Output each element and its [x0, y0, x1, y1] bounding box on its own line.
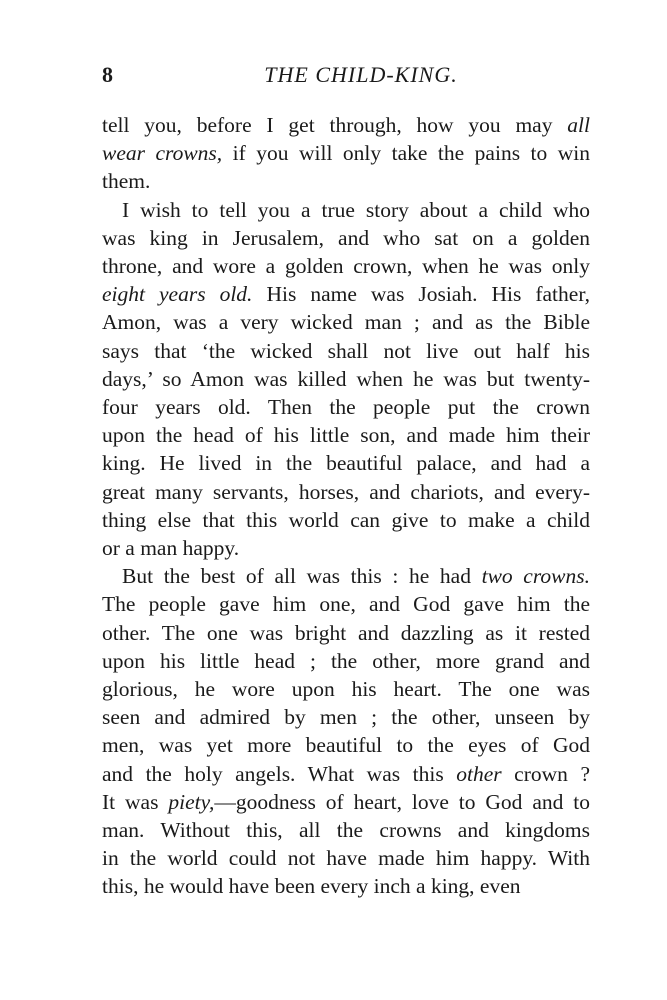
text-line — [102, 562, 590, 590]
text-line — [102, 421, 590, 449]
text-line — [102, 252, 590, 280]
italic-text: wear crowns, — [102, 141, 223, 166]
text-line — [102, 308, 590, 336]
text-run: four years old. Then the people put the crown — [102, 395, 590, 420]
text-run: if you will only take the pains to win — [222, 141, 590, 166]
text-line — [102, 449, 590, 477]
paragraph — [102, 196, 590, 563]
text-run: king. He lived in the beautiful palace, and had a — [102, 451, 590, 476]
text-line — [102, 872, 590, 900]
text-run: or a man happy. — [102, 536, 240, 561]
text-run: seen and admired by men ; the other, unseen by — [102, 705, 590, 730]
page-number: 8 — [102, 62, 113, 87]
text-line — [102, 647, 590, 675]
text-run: His name was Josiah. His father, — [252, 282, 590, 307]
text-line — [102, 816, 590, 844]
text-line — [102, 534, 590, 562]
text-line — [102, 731, 590, 759]
text-run: man. Without this, all the crowns and kingdoms — [102, 818, 590, 843]
text-line — [102, 337, 590, 365]
italic-text: eight years old. — [102, 282, 253, 307]
italic-text: other — [456, 761, 502, 786]
text-run: But the best of all was this : he had — [122, 564, 482, 589]
text-line — [102, 167, 590, 195]
page-body — [102, 111, 590, 901]
text-line — [102, 280, 590, 308]
text-line — [102, 760, 590, 788]
text-run: I wish to tell you a true story about a child who — [122, 197, 590, 222]
text-run: crown ? — [501, 761, 590, 786]
text-run: tell you, before I get through, how you may — [102, 113, 568, 137]
text-run: says that ‘the wicked shall not live out half his — [102, 338, 590, 363]
text-run: and the holy angels. What was this — [102, 761, 457, 786]
text-line — [102, 365, 590, 393]
text-run: this, he would have been every inch a king, even — [102, 874, 521, 899]
paragraph — [102, 111, 590, 196]
paragraph — [102, 562, 590, 900]
text-run: throne, and wore a golden crown, when he was only — [102, 254, 590, 279]
text-run: thing else that this world can give to make a child — [102, 507, 590, 532]
text-run: them. — [102, 169, 151, 194]
running-header — [102, 62, 590, 92]
text-run: Amon, was a very wicked man ; and as the Bible — [102, 310, 590, 335]
text-line — [102, 619, 590, 647]
text-run: It was — [102, 789, 169, 814]
italic-text: piety, — [168, 789, 215, 814]
italic-text: two crowns. — [481, 564, 590, 589]
text-line — [102, 703, 590, 731]
text-line — [102, 393, 590, 421]
text-line — [102, 196, 590, 224]
text-run: The people gave him one, and God gave him the — [102, 592, 590, 617]
text-run: great many servants, horses, and chariots, and every- — [102, 479, 590, 504]
italic-text: all — [567, 113, 590, 137]
text-line — [102, 111, 590, 139]
text-line — [102, 590, 590, 618]
text-run: —goodness of heart, love to God and to — [214, 789, 590, 814]
text-line — [102, 788, 590, 816]
text-line — [102, 478, 590, 506]
text-line — [102, 844, 590, 872]
text-line — [102, 506, 590, 534]
text-run: men, was yet more beautiful to the eyes of God — [102, 733, 590, 758]
text-line — [102, 139, 590, 167]
text-run: upon the head of his little son, and made him their — [102, 423, 590, 448]
text-run: was king in Jerusalem, and who sat on a golden — [102, 225, 590, 250]
text-run: in the world could not have made him happy. With — [102, 846, 590, 871]
running-title: THE CHILD-KING. — [264, 62, 458, 87]
text-line — [102, 224, 590, 252]
text-run: other. The one was bright and dazzling as it rested — [102, 620, 590, 645]
text-run: glorious, he wore upon his heart. The one was — [102, 677, 590, 702]
text-run: days,’ so Amon was killed when he was but twenty- — [102, 366, 590, 391]
text-line — [102, 675, 590, 703]
text-run: upon his little head ; the other, more grand and — [102, 648, 590, 673]
